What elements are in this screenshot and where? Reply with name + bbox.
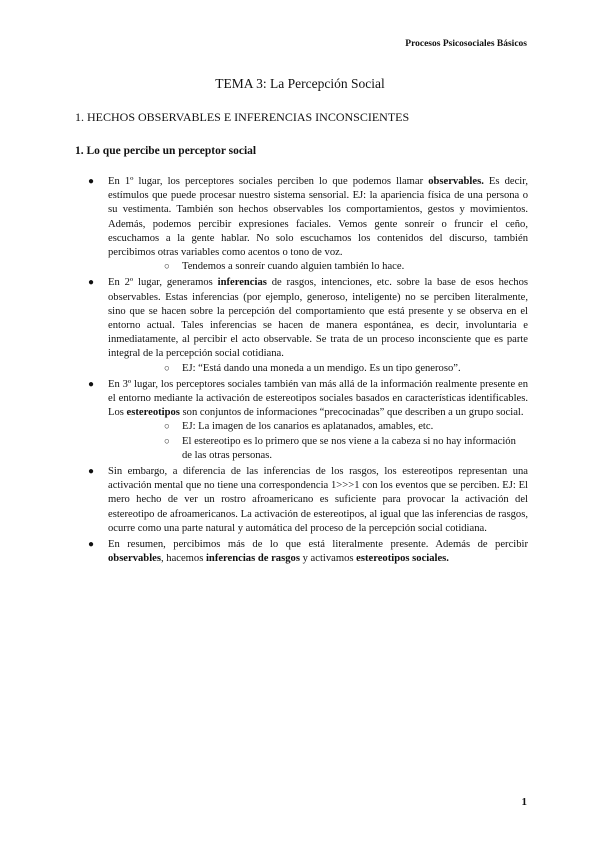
bullet-icon: ● (88, 539, 95, 551)
paragraph: En 2º lugar, generamos inferencias de rasgos, intenciones, etc. sobre la base de esos hechos observables. Estas inferencias (por ejemplo, generoso, inteligente) no se perciben literalmente, sino que se hacen sobre la percepción del comportamiento que está presente y se observa en el entorno actual. Tales inferencias se hacen de manera espontánea, es decir, involuntaria e inmediatamente, al percibir el acto observable. Se trata de un proceso inconsciente que es parte integral de la percepción social cotidiana. (108, 277, 529, 360)
bullet-list (75, 175, 528, 568)
page-number: 1 (521, 796, 527, 808)
circle-bullet-icon: ○ (164, 262, 170, 273)
sub-list-item: ○ EJ: La imagen de los canarios es aplatanados, amables, etc. (108, 420, 528, 434)
paragraph: En 3º lugar, los perceptores sociales también van más allá de la información realmente presente en el entorno mediante la activación de estereotipos sociales basados en características identificables. Los estereotipos son conjuntos de informaciones “precocinadas” que describen a un grupo social. (108, 378, 528, 419)
sub-list-item: ○ EJ: “Está dando una moneda a un mendigo. Es un tipo generoso”. (108, 362, 528, 376)
list-item (75, 175, 528, 274)
summary-paragraph: En resumen, percibimos más de lo que está literalmente presente. Además de percibir observables, hacemos inferencias de rasgos y activamos estereotipos sociales. (108, 539, 528, 565)
bullet-icon: ● (88, 176, 95, 187)
circle-bullet-icon: ○ (164, 422, 170, 433)
list-item (75, 276, 528, 375)
bullet-icon: ● (88, 378, 95, 390)
paragraph: Sin embargo, a diferencia de las inferencias de los rasgos, los estereotipos representan una activación mental que no tiene una correspondencia 1>>>1 con los eventos que se perciben. EJ: El mero hecho de ver un rostro afroamericano es suficiente para provocar la activación del estereotipo de afroamericanos. La activación de estereotipos, al igual que las inferencias de rasgos, ocurre como una parte natural y automática del proceso de la percepción social cotidiana. (108, 466, 528, 534)
list-item (75, 465, 528, 536)
section-heading: 1. HECHOS OBSERVABLES E INFERENCIAS INCONSCIENTES (75, 110, 410, 124)
list-item (75, 378, 528, 463)
list-item (75, 538, 528, 566)
sub-list-item: ○ El estereotipo es lo primero que se nos viene a la cabeza si no hay información de las otras personas. (164, 435, 516, 461)
paragraph: En 1º lugar, los perceptores sociales perciben lo que podemos llamar observables. Es decir, estímulos que puede procesar nuestro sistema sensorial. EJ: la apariencia física de una persona o su vestimenta. También son hechos observables los comportamientos, gestos y movimientos. Además, podemos percibir expresiones faciales. Vemos gente sonreír o fruncir el ceño, escuchamos a la gente hablar. No solo escuchamos los contenidos del discurso, también percibimos otras variables como acentos o tono de voz. (108, 176, 528, 259)
circle-bullet-icon: ○ (164, 436, 170, 447)
circle-bullet-icon: ○ (164, 363, 170, 374)
document-title: TEMA 3: La Percepción Social (215, 76, 385, 91)
running-header: Procesos Psicosociales Básicos (405, 39, 527, 49)
bullet-icon: ● (88, 277, 95, 289)
subsection-heading: 1. Lo que percibe un perceptor social (75, 145, 257, 157)
sub-list-item: ○ Tendemos a sonreír cuando alguien también lo hace. (108, 260, 528, 274)
bullet-icon: ● (88, 466, 95, 478)
